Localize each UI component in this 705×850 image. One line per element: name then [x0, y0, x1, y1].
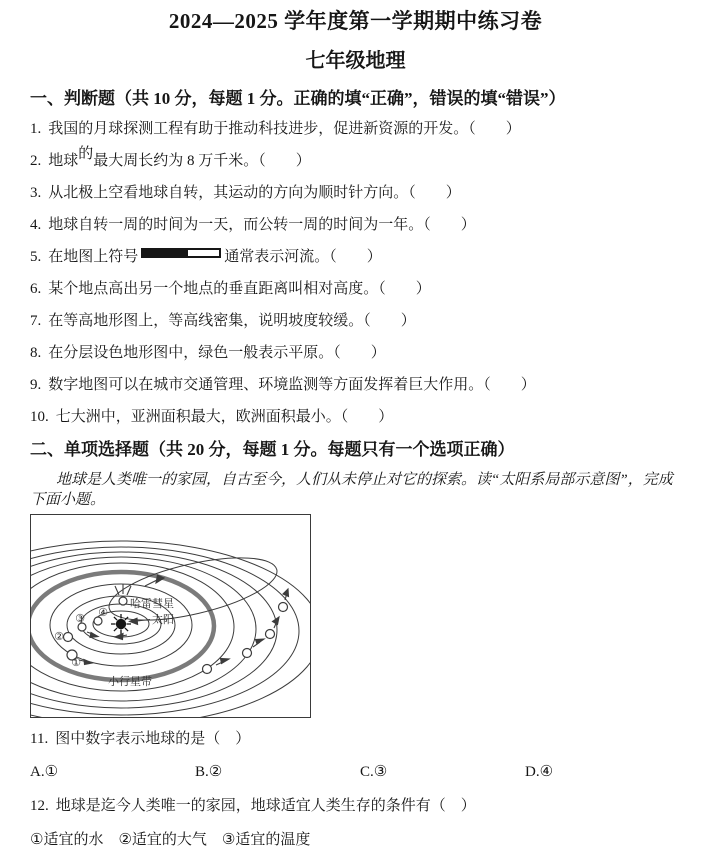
reading-intro: 地球是人类唯一的家园，自古至今，人们从未停止对它的探索。读“太阳系局部示意图”，完成下面小题。 — [30, 472, 673, 508]
question-number: 2. — [30, 153, 42, 169]
question-number: 10. — [30, 409, 49, 425]
map-symbol-white-segment — [186, 248, 221, 258]
option-c: C.③ — [360, 764, 388, 780]
map-symbol-black-segment — [141, 248, 187, 258]
judgment-question-1 — [30, 119, 681, 140]
question-number: 6. — [30, 281, 42, 297]
question-text: 地球是迄今人类唯一的家园，地球适宜人类生存的条件有（ ） — [55, 798, 476, 814]
question-text: 从北极上空看地球自转，其运动的方向为顺时针方向。（ ） — [48, 185, 461, 201]
judgment-question-3 — [30, 183, 681, 204]
option-a: A.① — [30, 764, 59, 780]
question-12 — [30, 796, 681, 816]
judgment-question-6 — [30, 279, 681, 300]
question-text: 七大洲中，亚洲面积最大，欧洲面积最小。（ ） — [55, 409, 394, 425]
question-number: 5. — [30, 249, 42, 265]
asteroid-belt-label: 小行星带 — [108, 676, 152, 688]
question-number: 1. — [30, 121, 42, 137]
question-text: 某个地点高出另一个地点的垂直距离叫相对高度。（ ） — [48, 281, 431, 297]
option-b: B.② — [195, 764, 223, 780]
question-text-pre: 地球 — [48, 153, 79, 169]
question-number: 9. — [30, 377, 42, 393]
planet-3-label: ③ — [75, 613, 85, 625]
comet-orbit — [104, 545, 283, 632]
question-text: 我国的月球探测工程有助于推动科技进步，促进新资源的开发。（ ） — [48, 121, 521, 137]
page-subtitle: 七年级地理 — [305, 50, 406, 72]
question-text: 在分层设色地形图中，绿色一般表示平原。（ ） — [48, 345, 386, 361]
question-number: 12. — [30, 798, 49, 814]
outer-planet-dot — [243, 649, 252, 658]
sun-icon — [111, 614, 131, 634]
halley-comet-icon — [115, 584, 131, 605]
page-title: 2024—2025 学年度第一学期期中练习卷 — [168, 9, 543, 33]
outer-planet-dot — [203, 665, 212, 674]
option-d: D.④ — [525, 764, 554, 780]
question-text: 图中数字表示地球的是（ ） — [55, 731, 251, 747]
judgment-question-4 — [30, 215, 681, 236]
question-text: 地球自转一周的时间为一天，而公转一周的时间为一年。（ ） — [48, 217, 476, 233]
judgment-question-10 — [30, 407, 681, 428]
question-text-after: 通常表示河流。（ ） — [224, 249, 382, 265]
question-12-suboptions: ①适宜的水 ②适宜的大气 ③适宜的温度 — [30, 832, 311, 848]
judgment-question-7 — [30, 311, 681, 332]
judgment-question-9 — [30, 375, 681, 396]
judgment-question-list — [30, 119, 681, 428]
planet-2-label: ② — [54, 631, 64, 643]
judgment-question-2 — [30, 146, 681, 172]
section1-heading: 一、判断题（共 10 分，每题 1 分。正确的填“正确”，错误的填“错误”） — [30, 89, 566, 108]
sun-label: 太阳 — [152, 614, 174, 626]
question-11 — [30, 729, 681, 749]
question-text: 在等高地形图上，等高线密集，说明坡度较缓。（ ） — [48, 313, 416, 329]
question-text-post: 最大周长约为 8 万千米。（ ） — [93, 153, 311, 169]
question-text: 数字地图可以在城市交通管理、环境监测等方面发挥着巨大作用。（ ） — [48, 377, 536, 393]
outer-planet-dot — [266, 630, 275, 639]
question-number: 4. — [30, 217, 42, 233]
planet-1-label: ① — [71, 657, 81, 669]
section2-heading: 二、单项选择题（共 20 分，每题 1 分。每题只有一个选项正确） — [30, 440, 515, 459]
question-number: 3. — [30, 185, 42, 201]
map-symbol-bar-icon — [141, 248, 221, 258]
question-text-before: 在地图上符号 — [48, 249, 139, 265]
planet-2-dot — [64, 633, 73, 642]
orbit-9 — [31, 541, 310, 717]
question-number: 8. — [30, 345, 42, 361]
halley-comet-label: 哈雷彗星 — [130, 598, 174, 610]
question-11-options — [30, 762, 681, 782]
question-number: 7. — [30, 313, 42, 329]
outer-planet-dot — [279, 603, 288, 612]
solar-system-diagram — [31, 515, 310, 717]
solar-system-figure — [30, 514, 311, 718]
judgment-question-8 — [30, 343, 681, 364]
orbit-ellipses — [31, 541, 310, 717]
orbit-8 — [31, 547, 299, 715]
planet-4-label: ④ — [98, 607, 108, 619]
superscript-char: 的 — [78, 146, 94, 162]
question-number: 11. — [30, 731, 49, 747]
judgment-question-5 — [30, 247, 681, 268]
